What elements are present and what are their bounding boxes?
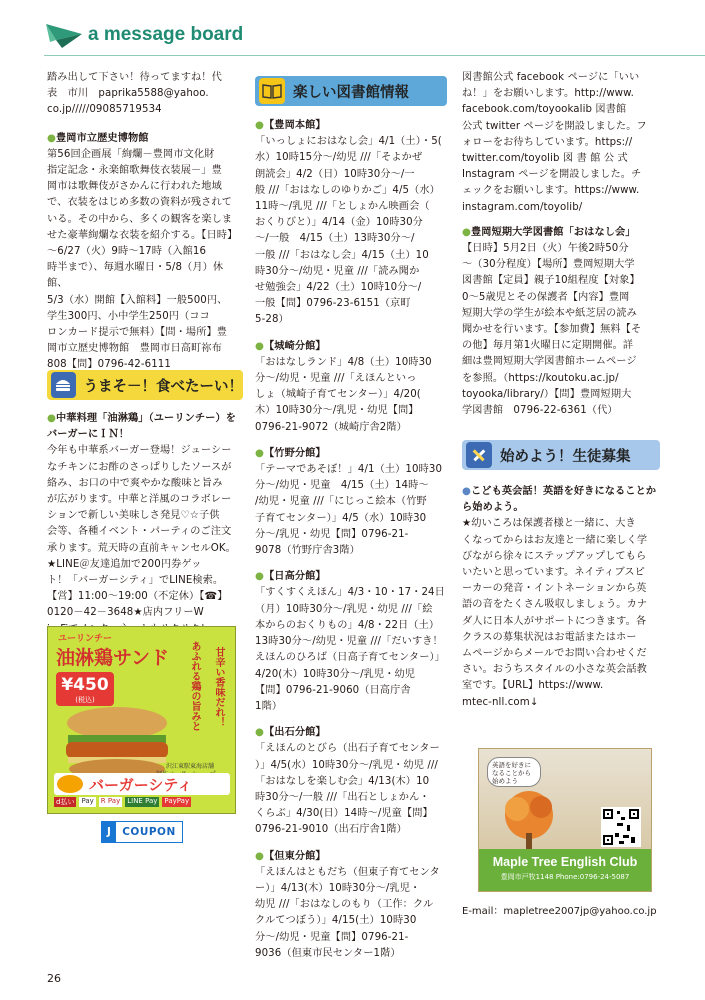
library-block xyxy=(255,118,452,329)
text-line: mtec-nll.com↓ xyxy=(462,696,539,708)
library-block-title: ●【日高分館】 xyxy=(255,571,326,583)
pay-logo: R Pay xyxy=(100,797,121,805)
pay-logo: PayPay xyxy=(164,797,190,805)
text-line: 分～/幼児・児童【問】0796-21- xyxy=(255,931,409,943)
text-line: 絡み、お口の中で爽やかな酸味と旨み xyxy=(47,477,223,489)
column-middle xyxy=(255,118,452,962)
text-line: 5/3（水）開館【入館料】一般500円、 xyxy=(47,294,228,306)
museum-heading: ●豊岡市立歴史博物館 xyxy=(47,132,149,144)
maple-tree-ad xyxy=(478,748,652,892)
text-line: 室です。【URL】https://www. xyxy=(462,680,604,692)
text-line: ー）」4/13(木）10時30分～/乳児・ xyxy=(255,882,421,894)
text-line: 0120－42－3648★店内フリーW xyxy=(47,607,204,619)
text-line: 子育てセンター）」4/5（水）10時30 xyxy=(255,512,427,524)
food-heading: ●中華料理「油淋鶏」（ユーリンチー）をバーガーにＩＮ！ xyxy=(47,413,237,441)
text-line: instagram.com/toyolib/ xyxy=(462,201,583,213)
text-line: 表 市川 paprika5588@yahoo. xyxy=(47,88,209,100)
text-line: 9078（竹野庁舎3階） xyxy=(255,545,360,557)
ad-shop-note: 沢江東駅東海店舗 xyxy=(166,763,215,770)
pay-logo: Pay xyxy=(81,797,94,805)
text-line: twitter.com/toyolib 図 書 館 公 式 xyxy=(462,153,628,165)
text-line: ）」4/5(水）10時30分～/乳児・幼児 /// xyxy=(255,759,438,771)
text-line: いる。その中から、多くの観客を楽しま xyxy=(47,213,233,225)
text-line: 時30分～/一般 ///「出石としょかん・ xyxy=(255,791,430,803)
text-line: 踏み出して下さい！待ってますね！代 xyxy=(47,72,222,83)
text-line: クラスの募集状況はお電話またはホー xyxy=(462,631,637,643)
burger-city-ad xyxy=(47,626,236,814)
burger-icon xyxy=(51,372,76,398)
library-block-title: ●【竹野分館】 xyxy=(255,447,326,459)
school-text xyxy=(462,516,660,710)
text-line: 11時～/乳児 ///「としょかん映画会（ xyxy=(255,201,430,213)
text-line: 一般【問】0796-23-6151（京町 xyxy=(255,298,411,310)
maple-footer xyxy=(479,849,651,891)
paper-plane-icon xyxy=(44,20,84,50)
library-block xyxy=(255,339,452,436)
text-line: ロンカード提示で無料）【問・場所】豊 xyxy=(47,327,228,339)
burger-city-logo xyxy=(57,775,83,793)
text-line: せた豪華絢爛な衣装を紹介する。【日時】 xyxy=(47,229,238,241)
text-line: ムページからメールでお問い合わせくだ xyxy=(462,648,647,660)
college-heading: ●豊岡短期大学図書館「おはなし会」 xyxy=(462,226,636,238)
text-line: くなってからはお友達と一緒に楽しく学 xyxy=(462,534,648,546)
text-line: Instagram ページを開設しました。チ xyxy=(462,169,642,181)
library-block-title: ●【出石分館】 xyxy=(255,727,326,739)
text-line: 語の音をたくさん吸収しましょう。カナ xyxy=(462,599,648,611)
text-line: 808【問】0796-42-6111 xyxy=(47,359,171,371)
food-banner-label: うまそ－！食べたーい！ xyxy=(83,378,243,395)
library-block-title: ●【豊岡本館】 xyxy=(255,120,326,131)
library-banner-label: 楽しい図書館情報 xyxy=(293,84,409,101)
text-line: ォローをお待ちしています。https:// xyxy=(462,136,633,148)
text-line: ～（30分程度）【場所】豊岡短期大学 xyxy=(462,259,635,271)
ad-brand: バーガーシティ xyxy=(89,775,193,794)
pay-logo: LINE Pay xyxy=(127,797,158,805)
text-line: ションで新しい美味しさ発見♡☆子供 xyxy=(47,510,220,522)
text-line: ト！「バーガーシティ」でLINE検索。 xyxy=(47,575,224,587)
text-line: ～/一般 4/15（土）13時30分～/ xyxy=(255,233,415,245)
text-line: 短期大学の学生が絵本や紙芝居の読み xyxy=(462,307,637,319)
book-icon xyxy=(259,78,285,104)
ad-name: 油淋鶏サンド xyxy=(56,647,170,669)
text-line: 図書館【定員】親子10組程度【対象】 xyxy=(462,275,640,287)
text-line: しょ（城崎子育てセンター）」4/20( xyxy=(255,389,421,401)
text-line: 聞かせを行います。【参加費】無料【そ xyxy=(462,324,642,336)
column-left xyxy=(47,70,243,374)
food-section xyxy=(47,411,243,638)
text-line: 「いっしょにおはなし会」4/1（土）・5( xyxy=(255,136,442,148)
text-line: 承ります。荒天時の直前キャンセルOK。 xyxy=(47,542,236,554)
text-line: が広がります。中華と洋風のコラボレー xyxy=(47,494,232,506)
library-block xyxy=(255,569,452,715)
text-line: 0～5歳児とその保護者【内容】豊岡 xyxy=(462,291,630,303)
college-text xyxy=(462,241,658,419)
text-line: 時30分～/幼児・児童 ///「読み聞か xyxy=(255,265,420,277)
maple-address: 豊岡市戸牧1148 Phone:0796-24-5087 xyxy=(500,873,630,881)
text-line: さい。おうちスタイルの小さな英会話教 xyxy=(462,664,647,676)
school-section xyxy=(462,484,660,711)
text-line: 一般 ///「おはなし会」4/15（土）10 xyxy=(255,249,429,261)
text-line: 「おはなしを楽しむ会」4/13(木）10 xyxy=(255,775,430,787)
text-line: 第56回企画展「絢爛－豊岡市文化財 xyxy=(47,148,215,160)
museum-text xyxy=(47,147,243,374)
maple-name: Maple Tree English Club xyxy=(492,855,638,869)
text-line: 木）10時30分～/乳児・幼児【問】 xyxy=(255,405,419,417)
text-line: で、衣装をはじめ多数の資料が残されて xyxy=(47,197,232,209)
text-line: 学生300円、小中学生250円（ココ xyxy=(47,310,210,322)
text-line: ーカーの発音・イントネーションから英 xyxy=(462,583,647,595)
text-line: ～6/27（火）9時～17時（入館16 xyxy=(47,246,207,258)
ad-brand-bar xyxy=(54,773,230,795)
ad-price-badge xyxy=(56,672,114,706)
pencil-ruler-icon xyxy=(466,442,492,468)
text-line: 幼児 ///「おはなしのもり（工作：クル xyxy=(255,899,434,911)
text-line: facebook.com/toyookalib 図書館 xyxy=(462,104,627,116)
text-line: クルてつぼう）」4/15(土）10時30 xyxy=(255,915,417,927)
text-line: 岡市立歴史博物館 豊岡市日高町祢布 xyxy=(47,343,222,355)
text-line: 本からのおくりもの」4/8・22日（土） xyxy=(255,619,440,631)
coupon-button[interactable] xyxy=(101,821,183,843)
text-line: 1階） xyxy=(255,700,283,712)
text-line: 「テーマであそぼ！」4/1（土）10時30 xyxy=(255,464,443,476)
email-link[interactable]: E-mail：mapletree2007jp@yahoo.co.jp xyxy=(462,906,657,917)
text-line: おくりびと）」4/14（金）10時30分 xyxy=(255,217,423,229)
text-line: 5-28） xyxy=(255,314,289,326)
page-header xyxy=(44,18,249,56)
text-line: 分～/幼児・児童 4/15（土）14時～ xyxy=(255,480,429,492)
ad-copy-1: あふれる鶏の旨みと xyxy=(189,641,200,731)
text-line: 13時30分～/幼児・児童 ///「だいすき！ xyxy=(255,636,443,648)
library-block xyxy=(255,849,452,962)
library-banner xyxy=(255,76,447,106)
intro-text xyxy=(47,70,243,119)
ad-price: ¥450 xyxy=(61,675,109,695)
coupon-j: J xyxy=(102,822,116,842)
text-line: 時半まで）、毎週水曜日・5/8（月）休館、 xyxy=(47,262,224,290)
text-line: ★LINE＠友達追加で200円券ゲッ xyxy=(47,558,202,570)
text-line: の他】毎月第1火曜日に定期開催。詳 xyxy=(462,340,634,352)
text-line: 分～/幼児・児童 ///「えほんといっ xyxy=(255,373,417,385)
text-line: 水）10時15分～/幼児 ///「そよかぜ xyxy=(255,152,423,164)
payment-logos xyxy=(54,797,191,807)
text-line: 般 ///「おはなしのゆりかご」4/5（水） xyxy=(255,184,440,196)
column-right xyxy=(462,70,658,419)
ad-tax: (税込) xyxy=(75,696,95,704)
text-line: 「えほんのとびら（出石子育てセンター xyxy=(255,743,440,755)
text-line: ね！」をお願いします。http://www. xyxy=(462,88,634,100)
page-number: 26 xyxy=(47,972,61,985)
qr-code-icon[interactable] xyxy=(601,807,641,847)
library-block xyxy=(255,446,452,559)
maple-tree-icon xyxy=(499,787,559,857)
food-text xyxy=(47,443,243,637)
text-line: くらぶ」4/30(日）14時～/児童【問】 xyxy=(255,808,433,820)
text-line: 「おはなしランド」4/8（土）10時30 xyxy=(255,356,432,368)
text-line: 指定記念・永楽館歌舞伎衣装展－」豊 xyxy=(47,165,222,177)
text-line: えほんのひろば（日高子育てセンター）」 xyxy=(255,652,445,664)
text-line: せ勉強会」4/22（土）10時10分～/ xyxy=(255,282,422,294)
food-banner xyxy=(47,370,243,400)
text-line: いたいと思っています。ネイティブスピ xyxy=(462,567,645,579)
text-line: 今年も中華系バーガー登場！ジューシー xyxy=(47,445,232,457)
text-line: 分～/乳児・幼児【問】0796-21- xyxy=(255,528,409,540)
text-line: toyooka/library/）【問】豊岡短期大 xyxy=(462,388,632,400)
library-block-title: ●【但東分館】 xyxy=(255,850,326,862)
text-line: 公式 twitter ページを開設しました。フ xyxy=(462,120,647,132)
coupon-label: COUPON xyxy=(122,826,176,838)
text-line: 朗読会」4/2（日）10時30分～/一 xyxy=(255,168,415,180)
header-title: a message board xyxy=(88,24,244,45)
text-line: なチキンにお酢のさっぱりしたソースが xyxy=(47,461,232,473)
text-line: 0796-21-9010（出石庁舎1階） xyxy=(255,824,407,836)
text-line: 【問】0796-21-9060（日高庁舎 xyxy=(255,684,411,696)
text-line: 9036（但東市民センター1階） xyxy=(255,947,401,959)
text-line: 【日時】5月2日（火）午後2時50分 xyxy=(462,243,629,255)
text-line: （月）10時30分～/乳児・幼児 ///「絵 xyxy=(255,603,433,615)
text-line: 【営】11:00～19:00（不定休）【☎】 xyxy=(47,591,228,603)
school-banner xyxy=(462,440,660,470)
library-social-text xyxy=(462,70,658,216)
pay-logo: d払い xyxy=(56,798,75,806)
text-line: 会等、各種イベント・パーティのご注文 xyxy=(47,526,232,538)
speech-bubble: 英語を好きになることから始めよう xyxy=(487,757,541,787)
text-line: ェックをお願いします。https://www. xyxy=(462,185,640,197)
text-line: ダ人に日本人がサポートにつきます。各 xyxy=(462,615,647,627)
text-line: 「えほんはともだち（但東子育てセンタ xyxy=(255,866,440,878)
text-line: 4/20(木）10時30分～/乳児・幼児 xyxy=(255,668,416,680)
library-block xyxy=(255,725,452,838)
ad-tag: ユーリンチー xyxy=(58,634,113,644)
school-heading: ●こども英会話！英語を好きになることから始めよう。 xyxy=(462,486,657,514)
ad-copy-2: 甘辛い香味だれ！ xyxy=(213,647,224,727)
text-line: ★幼いころは保護者様と一緒に、大き xyxy=(462,518,636,530)
text-line: co.jp/////09085719534 xyxy=(47,104,162,116)
text-line: 図書館公式 facebook ページに「いい xyxy=(462,72,640,83)
text-line: 0796-21-9072（城崎庁舎2階） xyxy=(255,421,407,433)
text-line: 細は豊岡短期大学図書館ホームページ xyxy=(462,356,637,368)
text-line: 岡市は歌舞伎がさかんに行われた地域 xyxy=(47,181,222,193)
header-divider xyxy=(44,55,705,56)
text-line: を参照。（https://koutoku.ac.jp/ xyxy=(462,372,619,384)
text-line: びながら徐々にステップアップしてもら xyxy=(462,550,647,562)
text-line: 「すくすくえほん」4/3・10・17・24日 xyxy=(255,587,445,599)
text-line: 学図書館 0796-22-6361（代） xyxy=(462,405,618,417)
library-block-title: ●【城崎分館】 xyxy=(255,340,326,352)
school-banner-label: 始めよう！生徒募集 xyxy=(500,448,631,465)
text-line: /幼児・児童 ///「にじっこ絵本（竹野 xyxy=(255,496,427,508)
